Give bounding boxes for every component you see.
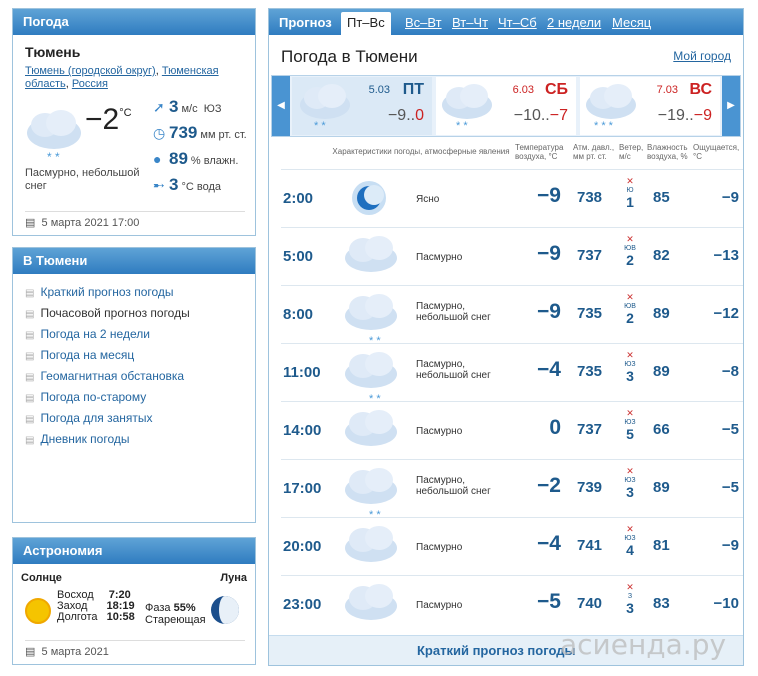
row-temperature: −9 (537, 242, 561, 265)
sun-label: Солнце (21, 572, 62, 584)
row-condition: Пасмурно (416, 252, 463, 263)
snow-cloud-icon (298, 81, 352, 131)
forecast-panel (268, 8, 744, 666)
row-time: 20:00 (283, 538, 322, 555)
water-temp-metric: ➸ 3 °C вода (153, 175, 221, 194)
row-temperature: −9 (537, 184, 561, 207)
day-card[interactable]: * * 6.03 СБ −10..−7 (436, 77, 576, 135)
wind-arrow-icon: ➚ (153, 99, 165, 115)
cloud-icon (343, 232, 399, 281)
row-feels-like: −9 (721, 189, 739, 206)
snow-cloud-icon (584, 81, 638, 131)
svg-text:* *: * * (369, 509, 381, 520)
row-pressure: 740 (577, 595, 603, 612)
fish-icon: ➸ (153, 177, 165, 193)
row-pressure: 741 (577, 537, 603, 554)
row-condition: Пасмурно (416, 542, 463, 553)
short-forecast-link[interactable]: Краткий прогноз погоды (417, 643, 576, 658)
row-humidity: 81 (653, 537, 670, 554)
day-card[interactable]: * * 5.03 ПТ −9..0 (292, 77, 432, 135)
compass-icon: ✕ (626, 350, 634, 360)
region-link-country[interactable]: Россия (71, 78, 108, 90)
row-time: 14:00 (283, 422, 322, 439)
tab-label: Прогноз (279, 15, 332, 30)
row-temperature: 0 (549, 416, 561, 439)
cloud-icon (343, 522, 399, 571)
tab-sun-tue[interactable]: Вс–Вт (405, 15, 442, 30)
svg-text:* *: * * (456, 120, 468, 131)
tab-two-weeks[interactable]: 2 недели (547, 15, 602, 30)
svg-text:* *: * * (369, 393, 381, 404)
nav-item-current: ▤ Почасовой прогноз погоды (25, 303, 190, 324)
current-date: ▤ 5 марта 2021 17:00 (25, 211, 245, 229)
snow-cloud-icon (343, 464, 399, 525)
compass-icon: ✕ (626, 408, 634, 418)
row-feels-like: −12 (713, 305, 739, 322)
forecast-row (281, 285, 743, 346)
prev-arrow-icon[interactable]: ◀ (272, 76, 290, 136)
moon-icon (349, 178, 389, 223)
row-time: 5:00 (283, 248, 314, 265)
region-link-district[interactable]: Тюмень (городской округ) (25, 65, 156, 77)
row-temperature: −2 (537, 474, 561, 497)
compass-icon: ✕ (626, 292, 634, 302)
next-arrow-icon[interactable]: ▶ (722, 76, 740, 136)
row-humidity: 82 (653, 247, 670, 264)
nav-item[interactable]: ▤ Погода на месяц (25, 345, 190, 366)
day-temp-range: −9..0 (387, 107, 424, 124)
row-condition: Пасмурно (416, 600, 463, 611)
row-humidity: 89 (653, 363, 670, 380)
sun-times: Восход 7:20 Заход 18:19 Долгота 10:58 (57, 589, 135, 623)
tab-tue-thu[interactable]: Вт–Чт (452, 15, 489, 30)
row-humidity: 83 (653, 595, 670, 612)
snow-cloud-icon (440, 81, 494, 131)
row-wind: ✕ ЮЗ 4 (619, 524, 641, 557)
header-feels-like: Ощущается, °С (693, 143, 740, 161)
row-wind: ✕ ЮВ 2 (619, 234, 641, 267)
forecast-row (281, 517, 743, 575)
row-condition: Ясно (416, 194, 440, 205)
row-time: 23:00 (283, 596, 322, 613)
calendar-icon: ▤ (25, 217, 36, 229)
row-humidity: 85 (653, 189, 670, 206)
city-nav-list (25, 282, 190, 450)
forecast-row (281, 401, 743, 459)
forecast-row (281, 343, 743, 404)
nav-item[interactable]: ▤ Погода по-старому (25, 387, 190, 408)
row-condition: Пасмурно, небольшой снег (416, 301, 491, 323)
region-links: Тюмень (городской округ), Тюменская область, Россия (25, 65, 219, 90)
tab-thu-sat[interactable]: Чт–Сб (498, 15, 537, 30)
svg-text:* *: * * (47, 150, 60, 164)
compass-icon: ✕ (626, 234, 634, 244)
row-temperature: −5 (537, 590, 561, 613)
nav-item[interactable]: ▤ Погода на 2 недели (25, 324, 190, 345)
svg-text:* *: * * (314, 120, 326, 131)
my-city-link[interactable]: Мой город (673, 49, 731, 63)
compass-icon: ✕ (626, 466, 634, 476)
row-temperature: −4 (537, 532, 561, 555)
row-pressure: 739 (577, 479, 603, 496)
row-pressure: 735 (577, 363, 603, 380)
snow-cloud-icon (343, 348, 399, 409)
header-conditions: Характеристики погоды, атмосферные явления (332, 147, 510, 156)
row-wind: ✕ З 3 (619, 582, 641, 615)
current-weather-header: Погода (13, 9, 255, 35)
header-wind: Ветер, м/с (619, 143, 644, 161)
compass-icon: ✕ (626, 176, 634, 186)
calendar-icon: ▤ (25, 646, 36, 658)
nav-item[interactable]: ▤ Погода для занятых (25, 408, 190, 429)
moon-phase: Фаза 55% Стареющая (145, 602, 206, 626)
astronomy-header: Астрономия (13, 538, 255, 564)
cloud-icon (343, 406, 399, 455)
row-temperature: −4 (537, 358, 561, 381)
current-weather-panel (12, 8, 256, 236)
snow-cloud-icon (343, 290, 399, 351)
moon-phase-icon (209, 594, 241, 626)
page-title: Погода в Тюмени (281, 47, 418, 66)
row-time: 8:00 (283, 306, 314, 323)
day-selector (271, 75, 741, 137)
row-time: 2:00 (283, 190, 314, 207)
svg-text:* *: * * (369, 335, 381, 346)
row-humidity: 89 (653, 479, 670, 496)
header-pressure: Атм. давл., мм рт. ст. (573, 143, 615, 161)
city-nav-header: В Тюмени (13, 248, 255, 274)
row-time: 17:00 (283, 480, 322, 497)
row-feels-like: −13 (713, 247, 739, 264)
forecast-row (281, 575, 743, 633)
city-name: Тюмень (25, 44, 81, 60)
day-card[interactable]: * * * 7.03 ВС −19..−9 (580, 77, 720, 135)
row-feels-like: −8 (721, 363, 739, 380)
astronomy-date: ▤ 5 марта 2021 (25, 640, 245, 658)
row-feels-like: −10 (713, 595, 739, 612)
forecast-row (281, 459, 743, 520)
svg-text:* * *: * * * (594, 120, 613, 131)
nav-item[interactable]: ▤ Дневник погоды (25, 429, 190, 450)
forecast-row (281, 169, 743, 227)
forecast-row (281, 227, 743, 285)
row-temperature: −9 (537, 300, 561, 323)
drop-icon: ● (153, 151, 162, 167)
tab-fri-sun[interactable]: Пт–Вс (341, 12, 391, 35)
header-humidity: Влажность воздуха, % (647, 143, 688, 161)
row-wind: ✕ ЮЗ 3 (619, 466, 641, 499)
current-condition: Пасмурно, небольшой снег (25, 167, 140, 192)
row-feels-like: −5 (721, 421, 739, 438)
clock-icon: ◷ (153, 125, 166, 141)
cloud-icon (343, 580, 399, 629)
humidity-metric: ● 89 % влажн. (153, 149, 239, 168)
compass-icon: ✕ (626, 524, 634, 534)
row-feels-like: −5 (721, 479, 739, 496)
astronomy-panel (12, 537, 256, 665)
tab-month[interactable]: Месяц (612, 15, 652, 30)
row-feels-like: −9 (721, 537, 739, 554)
row-pressure: 735 (577, 305, 603, 322)
compass-icon: ✕ (626, 582, 634, 592)
row-time: 11:00 (283, 364, 321, 381)
forecast-tabs (269, 9, 743, 35)
row-pressure: 737 (577, 247, 603, 264)
moon-label: Луна (220, 572, 247, 584)
row-condition: Пасмурно, небольшой снег (416, 359, 491, 381)
row-wind: ✕ Ю 1 (619, 176, 641, 209)
row-condition: Пасмурно, небольшой снег (416, 475, 491, 497)
row-wind: ✕ ЮВ 2 (619, 292, 641, 325)
row-wind: ✕ ЮЗ 3 (619, 350, 641, 383)
snow-cloud-icon (25, 105, 83, 165)
sun-icon (23, 596, 53, 626)
row-pressure: 738 (577, 189, 603, 206)
day-temp-range: −19..−9 (657, 107, 712, 124)
watermark: асиенда.ру (560, 628, 727, 661)
pressure-metric: ◷ 739 мм рт. ст. (153, 123, 247, 142)
row-humidity: 89 (653, 305, 670, 322)
nav-item[interactable]: ▤ Краткий прогноз погоды (25, 282, 190, 303)
row-wind: ✕ ЮЗ 5 (619, 408, 641, 441)
city-nav-panel (12, 247, 256, 523)
row-humidity: 66 (653, 421, 670, 438)
nav-item[interactable]: ▤ Геомагнитная обстановка (25, 366, 190, 387)
region-link-oblast[interactable]: Тюменская область (25, 65, 219, 90)
day-temp-range: −10..−7 (513, 107, 568, 124)
current-temperature: $-2^{^\circ C}$ (85, 103, 132, 136)
row-pressure: 737 (577, 421, 603, 438)
row-condition: Пасмурно (416, 426, 463, 437)
wind-metric: ➚ 3 м/с ЮЗ (153, 97, 222, 116)
header-temperature: Температура воздуха, °С (515, 143, 564, 161)
